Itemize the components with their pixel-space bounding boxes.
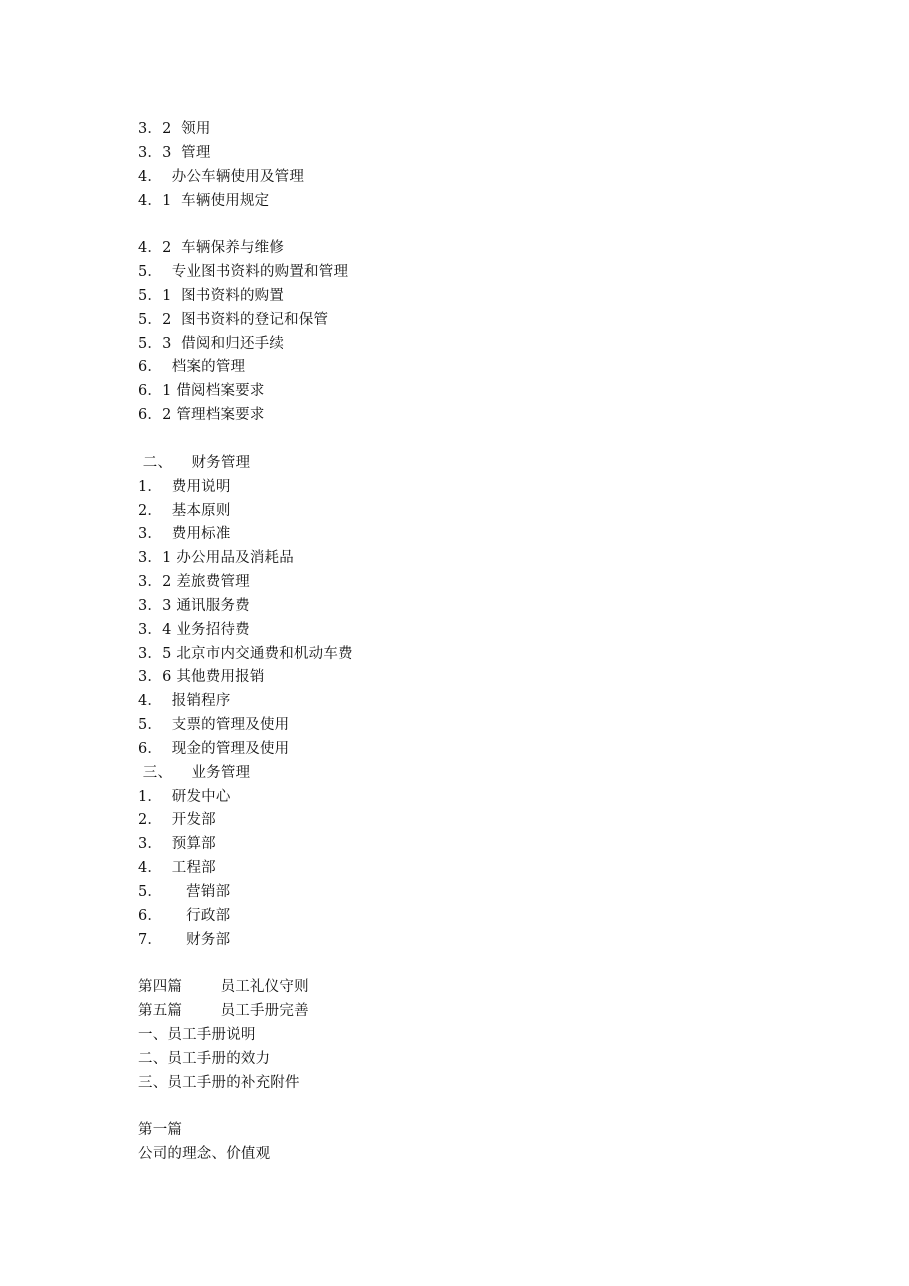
- toc-line: 5．1 图书资料的购置: [138, 287, 285, 304]
- toc-line: 一、员工手册说明: [138, 1027, 256, 1044]
- toc-line: 3．5 北京市内交通费和机动车费: [138, 645, 353, 662]
- toc-line: 4．2 车辆保养与维修: [138, 240, 285, 257]
- toc-line: 3．1 办公用品及消耗品: [138, 550, 294, 567]
- toc-line: 3．6 其他费用报销: [138, 669, 265, 686]
- toc-line: 4． 办公车辆使用及管理: [138, 168, 305, 185]
- toc-line: 3．2 领用: [138, 121, 211, 137]
- toc-line: 6．2 管理档案要求: [138, 407, 265, 424]
- table-of-contents: [138, 118, 838, 1167]
- blank-line: [138, 428, 838, 452]
- toc-line: 3． 预算部: [138, 836, 216, 853]
- section-heading: 三、 业务管理: [138, 764, 251, 781]
- section-heading: 二、 财务管理: [138, 454, 251, 471]
- toc-line: 1． 研发中心: [138, 788, 231, 805]
- chapter-heading: 第四篇 员工礼仪守则: [138, 979, 309, 996]
- toc-line: 4． 报销程序: [138, 693, 231, 710]
- blank-line: [138, 953, 838, 977]
- toc-line: 1． 费用说明: [138, 478, 231, 495]
- toc-line: 4．1 车辆使用规定: [138, 192, 270, 209]
- toc-line: 3．3 通讯服务费: [138, 597, 250, 614]
- toc-line: 三、员工手册的补充附件: [138, 1074, 300, 1091]
- toc-line: 5．3 借阅和归还手续: [138, 335, 285, 352]
- toc-line: 6． 行政部: [138, 907, 231, 924]
- chapter-heading: 第一篇: [138, 1122, 183, 1139]
- toc-line: 3．4 业务招待费: [138, 621, 250, 638]
- toc-line: 7． 财务部: [138, 931, 231, 948]
- toc-line: 6． 现金的管理及使用: [138, 740, 290, 757]
- blank-line: [138, 213, 838, 237]
- toc-line: 5． 专业图书资料的购置和管理: [138, 264, 349, 281]
- toc-line: 5． 支票的管理及使用: [138, 717, 290, 734]
- chapter-heading: 第五篇 员工手册完善: [138, 1003, 309, 1020]
- toc-line: 5．2 图书资料的登记和保管: [138, 311, 329, 328]
- toc-line: 4． 工程部: [138, 860, 216, 877]
- toc-line: 6． 档案的管理: [138, 359, 246, 376]
- body-text: 公司的理念、价值观: [138, 1146, 271, 1163]
- toc-line: 二、员工手册的效力: [138, 1050, 271, 1067]
- toc-line: 5． 营销部: [138, 884, 231, 900]
- toc-line: 3．2 差旅费管理: [138, 574, 250, 591]
- toc-line: 6．1 借阅档案要求: [138, 383, 265, 400]
- toc-line: 3．3 管理: [138, 144, 211, 161]
- toc-line: 2． 开发部: [138, 812, 216, 829]
- blank-line: [138, 1096, 838, 1120]
- toc-line: 2． 基本原则: [138, 502, 231, 519]
- toc-line: 3． 费用标准: [138, 526, 231, 543]
